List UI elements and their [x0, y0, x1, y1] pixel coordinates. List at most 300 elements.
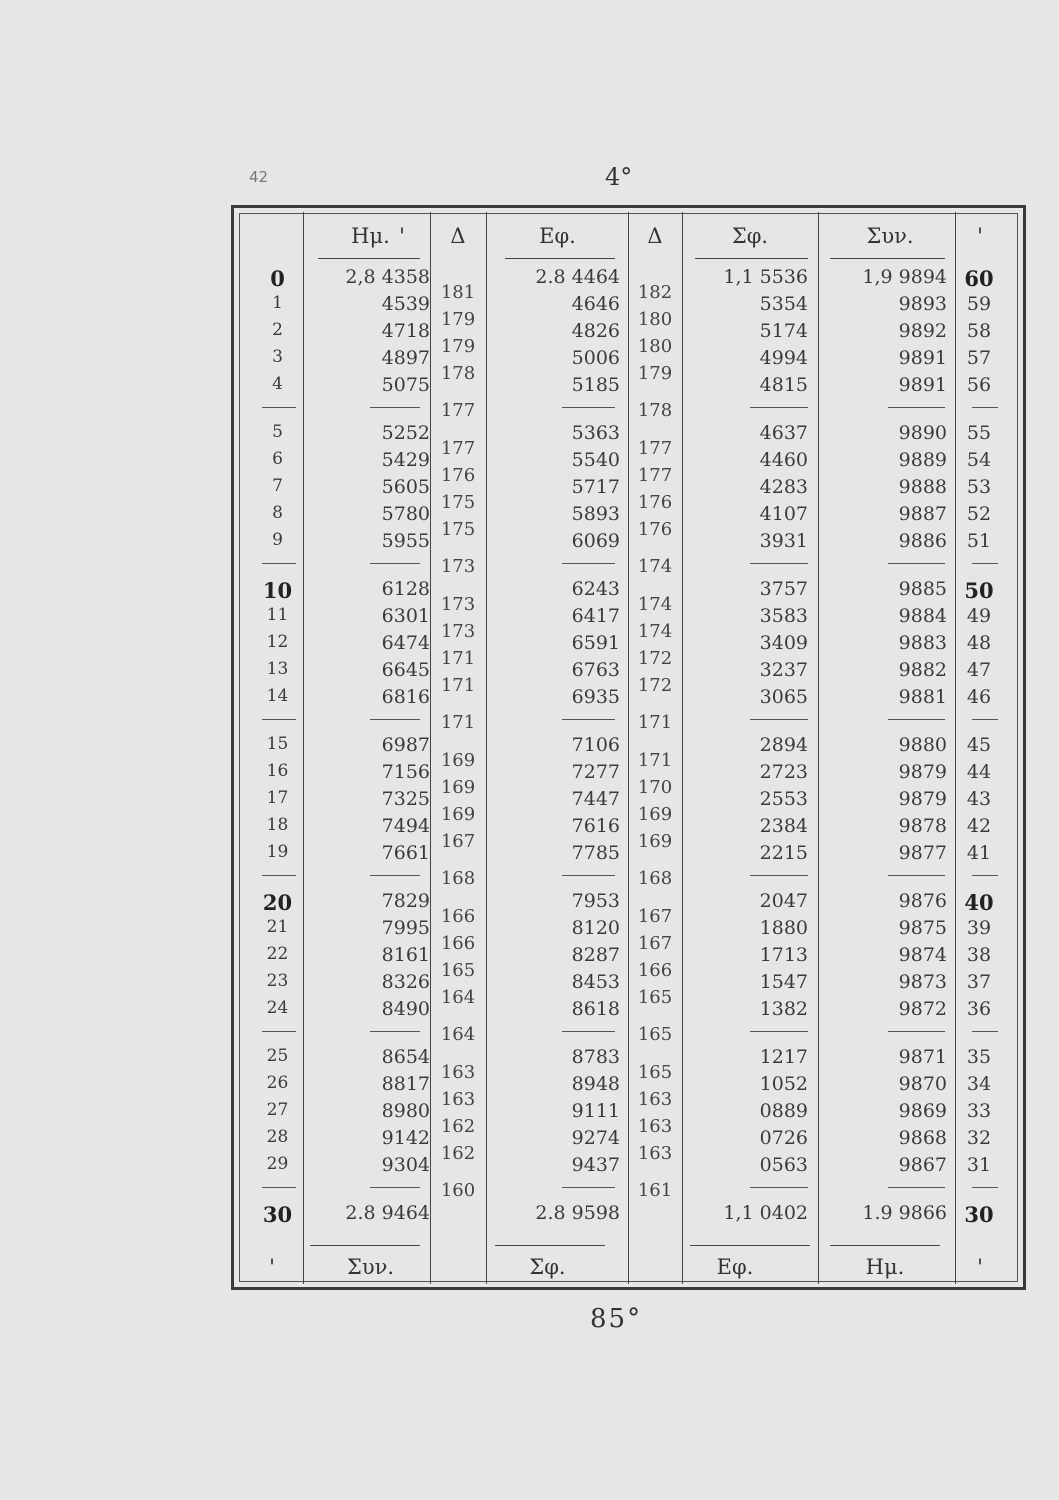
delta-tan-value: 165 — [637, 986, 673, 1008]
delta-sin-value: 181 — [440, 281, 476, 303]
group-separator — [972, 875, 998, 876]
cos-value: 1.9 9866 — [862, 1202, 947, 1224]
cos-value: 9879 — [898, 761, 947, 783]
group-separator — [370, 1187, 420, 1188]
sin-value: 5780 — [381, 503, 430, 525]
group-separator — [562, 1187, 615, 1188]
delta-tan-value: 176 — [637, 491, 673, 513]
delta-tan-value: 179 — [637, 362, 673, 384]
tan-value: 5717 — [571, 476, 620, 498]
header-minutes: ' — [399, 224, 405, 248]
delta-sin-value: 162 — [440, 1115, 476, 1137]
sin-value: 4539 — [381, 293, 430, 315]
delta-sin-value: 177 — [440, 400, 476, 421]
group-separator — [562, 563, 615, 564]
cos-value: 9869 — [898, 1100, 947, 1122]
sin-value: 5429 — [381, 449, 430, 471]
cos-value: 9872 — [898, 998, 947, 1020]
sin-value: 5955 — [381, 530, 430, 552]
group-separator — [262, 875, 296, 876]
delta-sin-value: 160 — [440, 1180, 476, 1201]
cot-value: 0563 — [759, 1154, 808, 1176]
cot-value: 4107 — [759, 503, 808, 525]
cos-value: 9877 — [898, 842, 947, 864]
tan-value: 2.8 4464 — [535, 266, 620, 288]
group-separator — [262, 563, 296, 564]
cos-value: 9890 — [898, 422, 947, 444]
delta-sin-value: 173 — [440, 593, 476, 615]
group-separator — [262, 1187, 296, 1188]
cot-value: 1713 — [759, 944, 808, 966]
delta-sin-value: 166 — [440, 932, 476, 954]
cot-value: 4994 — [759, 347, 808, 369]
cos-value: 9887 — [898, 503, 947, 525]
tan-value: 5006 — [571, 347, 620, 369]
delta-sin-value: 176 — [440, 464, 476, 486]
cos-value: 9874 — [898, 944, 947, 966]
group-separator — [262, 1031, 296, 1032]
cot-value: 2553 — [759, 788, 808, 810]
group-separator — [370, 1031, 420, 1032]
cot-value: 3065 — [759, 686, 808, 708]
tan-value: 2.8 9598 — [535, 1202, 620, 1224]
header-cot: Σφ. — [731, 224, 769, 248]
cos-value: 9891 — [898, 374, 947, 396]
minute-right-label: 60 — [964, 266, 994, 291]
delta-tan-value: 169 — [637, 803, 673, 825]
minute-label: 18 — [266, 815, 289, 835]
footer-rule — [495, 1245, 605, 1246]
delta-sin-value: 178 — [440, 362, 476, 384]
footer-rule — [830, 1245, 940, 1246]
cos-value: 9889 — [898, 449, 947, 471]
delta-tan-value: 166 — [637, 959, 673, 981]
delta-sin-value: 164 — [440, 986, 476, 1008]
minute-label: 8 — [272, 503, 283, 523]
minute-label: 4 — [272, 374, 283, 394]
sin-value: 2,8 4358 — [345, 266, 430, 288]
group-separator — [972, 563, 998, 564]
cot-value: 4637 — [759, 422, 808, 444]
column-divider — [486, 212, 487, 1284]
group-separator — [370, 719, 420, 720]
delta-sin-value: 164 — [440, 1024, 476, 1045]
minute-label: 28 — [266, 1127, 289, 1147]
delta-tan-value: 171 — [637, 712, 673, 733]
page-number: 42 — [249, 168, 269, 186]
group-separator — [888, 1187, 945, 1188]
tan-value: 7106 — [571, 734, 620, 756]
sin-value: 8326 — [381, 971, 430, 993]
cos-value: 1,9 9894 — [862, 266, 947, 288]
group-separator — [750, 1187, 808, 1188]
tan-value: 8287 — [571, 944, 620, 966]
tan-value: 8948 — [571, 1073, 620, 1095]
group-separator — [972, 1187, 998, 1188]
minute-right-label: 46 — [966, 686, 992, 708]
minute-right-label: 51 — [966, 530, 992, 552]
tan-value: 7616 — [571, 815, 620, 837]
delta-tan-value: 168 — [637, 868, 673, 889]
tan-value: 6763 — [571, 659, 620, 681]
group-separator — [562, 1031, 615, 1032]
cot-value: 3757 — [759, 578, 808, 600]
minute-label: 26 — [266, 1073, 289, 1093]
footer-minutes-right: ' — [977, 1255, 983, 1279]
group-separator — [370, 875, 420, 876]
cot-value: 2723 — [759, 761, 808, 783]
delta-tan-value: 167 — [637, 932, 673, 954]
group-separator — [972, 407, 998, 408]
cos-value: 9884 — [898, 605, 947, 627]
column-divider — [955, 212, 956, 1284]
group-separator — [750, 875, 808, 876]
cos-value: 9891 — [898, 347, 947, 369]
minute-right-label: 56 — [966, 374, 992, 396]
sin-value: 8654 — [381, 1046, 430, 1068]
sin-value: 7156 — [381, 761, 430, 783]
group-separator — [750, 719, 808, 720]
footer-tan: Σφ. — [529, 1255, 566, 1279]
sin-value: 7494 — [381, 815, 430, 837]
cot-value: 0889 — [759, 1100, 808, 1122]
tan-value: 5363 — [571, 422, 620, 444]
delta-sin-value: 173 — [440, 620, 476, 642]
cos-value: 9867 — [898, 1154, 947, 1176]
minute-right-label: 49 — [966, 605, 992, 627]
delta-tan-value: 161 — [637, 1180, 673, 1201]
header-delta-1: Δ — [450, 224, 466, 248]
delta-sin-value: 179 — [440, 308, 476, 330]
minute-right-label: 40 — [964, 890, 994, 915]
header-cos: Συν. — [866, 224, 914, 248]
minute-label: 0 — [270, 266, 285, 291]
cos-value: 9892 — [898, 320, 947, 342]
minute-right-label: 35 — [966, 1046, 992, 1068]
top-angle-heading: 4° — [605, 163, 633, 191]
minute-label: 10 — [262, 578, 293, 603]
sin-value: 8817 — [381, 1073, 430, 1095]
minute-label: 1 — [272, 293, 283, 313]
minute-right-label: 54 — [966, 449, 992, 471]
tan-value: 8783 — [571, 1046, 620, 1068]
cot-value: 2384 — [759, 815, 808, 837]
delta-tan-value: 177 — [637, 464, 673, 486]
group-separator — [750, 407, 808, 408]
delta-sin-value: 165 — [440, 959, 476, 981]
cos-value: 9885 — [898, 578, 947, 600]
minute-right-label: 52 — [966, 503, 992, 525]
header-rule — [830, 258, 945, 259]
delta-tan-value: 165 — [637, 1024, 673, 1045]
minute-right-label: 59 — [966, 293, 992, 315]
header-sin: Ημ. — [351, 224, 390, 248]
cos-value: 9893 — [898, 293, 947, 315]
sin-value: 6474 — [381, 632, 430, 654]
delta-sin-value: 162 — [440, 1142, 476, 1164]
sin-value: 4897 — [381, 347, 430, 369]
minute-right-label: 47 — [966, 659, 992, 681]
minute-label: 30 — [262, 1202, 293, 1227]
minute-label: 23 — [266, 971, 289, 991]
group-separator — [972, 1031, 998, 1032]
group-separator — [888, 1031, 945, 1032]
delta-tan-value: 178 — [637, 400, 673, 421]
footer-cos: Ημ. — [865, 1255, 905, 1279]
delta-tan-value: 163 — [637, 1115, 673, 1137]
tan-value: 6591 — [571, 632, 620, 654]
sin-value: 8490 — [381, 998, 430, 1020]
delta-sin-value: 168 — [440, 868, 476, 889]
cot-value: 0726 — [759, 1127, 808, 1149]
cos-value: 9873 — [898, 971, 947, 993]
sin-value: 7829 — [381, 890, 430, 912]
delta-tan-value: 169 — [637, 830, 673, 852]
minute-right-label: 33 — [966, 1100, 992, 1122]
tan-value: 5893 — [571, 503, 620, 525]
delta-tan-value: 180 — [637, 335, 673, 357]
minute-right-label: 43 — [966, 788, 992, 810]
minute-label: 2 — [272, 320, 283, 340]
minute-label: 11 — [266, 605, 289, 625]
delta-sin-value: 179 — [440, 335, 476, 357]
group-separator — [750, 563, 808, 564]
minute-label: 21 — [266, 917, 289, 937]
delta-tan-value: 163 — [637, 1142, 673, 1164]
footer-minutes: ' — [269, 1255, 275, 1279]
group-separator — [370, 407, 420, 408]
cot-value: 2894 — [759, 734, 808, 756]
header-rule — [695, 258, 808, 259]
tan-value: 7785 — [571, 842, 620, 864]
tan-value: 4646 — [571, 293, 620, 315]
footer-rule — [690, 1245, 810, 1246]
footer-sin: Συν. — [346, 1255, 395, 1279]
sin-value: 6987 — [381, 734, 430, 756]
tan-value: 6243 — [571, 578, 620, 600]
column-divider — [303, 212, 304, 1284]
sin-value: 6816 — [381, 686, 430, 708]
delta-sin-value: 163 — [440, 1061, 476, 1083]
tan-value: 6069 — [571, 530, 620, 552]
minute-label: 9 — [272, 530, 283, 550]
cot-value: 2215 — [759, 842, 808, 864]
sin-value: 2.8 9464 — [345, 1202, 430, 1224]
cos-value: 9878 — [898, 815, 947, 837]
delta-tan-value: 172 — [637, 647, 673, 669]
cos-value: 9883 — [898, 632, 947, 654]
delta-sin-value: 177 — [440, 437, 476, 459]
cot-value: 1052 — [759, 1073, 808, 1095]
header-rule — [505, 258, 615, 259]
cot-value: 3583 — [759, 605, 808, 627]
minute-label: 7 — [272, 476, 283, 496]
group-separator — [562, 875, 615, 876]
cot-value: 3931 — [759, 530, 808, 552]
tan-value: 4826 — [571, 320, 620, 342]
column-divider — [430, 212, 431, 1284]
minute-right-label: 38 — [966, 944, 992, 966]
cos-value: 9875 — [898, 917, 947, 939]
sin-value: 6128 — [381, 578, 430, 600]
delta-sin-value: 171 — [440, 674, 476, 696]
delta-sin-value: 173 — [440, 556, 476, 577]
group-separator — [888, 563, 945, 564]
tan-value: 5185 — [571, 374, 620, 396]
cot-value: 4460 — [759, 449, 808, 471]
cot-value: 4283 — [759, 476, 808, 498]
tan-value: 6935 — [571, 686, 620, 708]
group-separator — [972, 719, 998, 720]
minute-label: 15 — [266, 734, 289, 754]
sin-value: 7661 — [381, 842, 430, 864]
minute-right-label: 50 — [964, 578, 994, 603]
minute-right-label: 37 — [966, 971, 992, 993]
footer-cot: Εφ. — [716, 1255, 754, 1279]
minute-right-label: 41 — [966, 842, 992, 864]
header-rule — [318, 258, 420, 259]
group-separator — [262, 407, 296, 408]
minute-label: 16 — [266, 761, 289, 781]
group-separator — [562, 407, 615, 408]
cos-value: 9870 — [898, 1073, 947, 1095]
delta-tan-value: 171 — [637, 749, 673, 771]
delta-sin-value: 169 — [440, 776, 476, 798]
sin-value: 6645 — [381, 659, 430, 681]
group-separator — [262, 719, 296, 720]
minute-label: 5 — [272, 422, 283, 442]
cot-value: 1217 — [759, 1046, 808, 1068]
delta-tan-value: 170 — [637, 776, 673, 798]
minute-right-label: 44 — [966, 761, 992, 783]
group-separator — [888, 719, 945, 720]
minute-label: 6 — [272, 449, 283, 469]
minute-label: 29 — [266, 1154, 289, 1174]
cot-value: 1880 — [759, 917, 808, 939]
sin-value: 5075 — [381, 374, 430, 396]
minute-label: 14 — [266, 686, 289, 706]
minute-right-label: 57 — [966, 347, 992, 369]
group-separator — [370, 563, 420, 564]
delta-sin-value: 175 — [440, 491, 476, 513]
minute-label: 3 — [272, 347, 283, 367]
minute-label: 12 — [266, 632, 289, 652]
cos-value: 9882 — [898, 659, 947, 681]
delta-sin-value: 169 — [440, 803, 476, 825]
cos-value: 9868 — [898, 1127, 947, 1149]
cot-value: 5174 — [759, 320, 808, 342]
delta-tan-value: 163 — [637, 1088, 673, 1110]
cos-value: 9879 — [898, 788, 947, 810]
cos-value: 9876 — [898, 890, 947, 912]
delta-sin-value: 171 — [440, 712, 476, 733]
cot-value: 1,1 0402 — [723, 1202, 808, 1224]
cos-value: 9880 — [898, 734, 947, 756]
delta-sin-value: 175 — [440, 518, 476, 540]
header-delta-2: Δ — [647, 224, 663, 248]
delta-sin-value: 163 — [440, 1088, 476, 1110]
delta-tan-value: 174 — [637, 556, 673, 577]
delta-tan-value: 174 — [637, 620, 673, 642]
sin-value: 8161 — [381, 944, 430, 966]
minute-right-label: 55 — [966, 422, 992, 444]
delta-sin-value: 169 — [440, 749, 476, 771]
sin-value: 8980 — [381, 1100, 430, 1122]
tan-value: 8618 — [571, 998, 620, 1020]
minute-label: 27 — [266, 1100, 289, 1120]
tan-value: 9274 — [571, 1127, 620, 1149]
cot-value: 2047 — [759, 890, 808, 912]
minute-right-label: 34 — [966, 1073, 992, 1095]
group-separator — [888, 407, 945, 408]
minute-label: 19 — [266, 842, 289, 862]
column-divider — [628, 212, 629, 1284]
footer-rule — [310, 1245, 420, 1246]
group-separator — [562, 719, 615, 720]
group-separator — [888, 875, 945, 876]
delta-tan-value: 177 — [637, 437, 673, 459]
minute-right-label: 31 — [966, 1154, 992, 1176]
minute-label: 22 — [266, 944, 289, 964]
sin-value: 5605 — [381, 476, 430, 498]
tan-value: 8453 — [571, 971, 620, 993]
cot-value: 1,1 5536 — [723, 266, 808, 288]
sin-value: 5252 — [381, 422, 430, 444]
tan-value: 7277 — [571, 761, 620, 783]
tan-value: 5540 — [571, 449, 620, 471]
cot-value: 4815 — [759, 374, 808, 396]
minute-right-label: 32 — [966, 1127, 992, 1149]
cos-value: 9881 — [898, 686, 947, 708]
cos-value: 9888 — [898, 476, 947, 498]
cot-value: 1382 — [759, 998, 808, 1020]
minute-right-label: 39 — [966, 917, 992, 939]
header-tan: Εφ. — [539, 224, 576, 248]
minute-right-label: 45 — [966, 734, 992, 756]
delta-sin-value: 167 — [440, 830, 476, 852]
cot-value: 3409 — [759, 632, 808, 654]
minute-label: 20 — [262, 890, 293, 915]
minute-label: 25 — [266, 1046, 289, 1066]
cot-value: 3237 — [759, 659, 808, 681]
tan-value: 6417 — [571, 605, 620, 627]
tan-value: 9111 — [571, 1100, 620, 1122]
minute-label: 24 — [266, 998, 289, 1018]
minute-label: 13 — [266, 659, 289, 679]
sin-value: 6301 — [381, 605, 430, 627]
delta-sin-value: 166 — [440, 905, 476, 927]
delta-tan-value: 167 — [637, 905, 673, 927]
delta-tan-value: 182 — [637, 281, 673, 303]
minute-right-label: 42 — [966, 815, 992, 837]
tan-value: 7447 — [571, 788, 620, 810]
delta-sin-value: 171 — [440, 647, 476, 669]
cos-value: 9871 — [898, 1046, 947, 1068]
sin-value: 4718 — [381, 320, 430, 342]
sin-value: 7995 — [381, 917, 430, 939]
sin-value: 9304 — [381, 1154, 430, 1176]
minute-right-label: 36 — [966, 998, 992, 1020]
delta-tan-value: 174 — [637, 593, 673, 615]
tan-value: 8120 — [571, 917, 620, 939]
sin-value: 7325 — [381, 788, 430, 810]
minute-right-label: 30 — [964, 1202, 994, 1227]
delta-tan-value: 172 — [637, 674, 673, 696]
tan-value: 9437 — [571, 1154, 620, 1176]
minute-label: 17 — [266, 788, 289, 808]
group-separator — [750, 1031, 808, 1032]
minute-right-label: 53 — [966, 476, 992, 498]
